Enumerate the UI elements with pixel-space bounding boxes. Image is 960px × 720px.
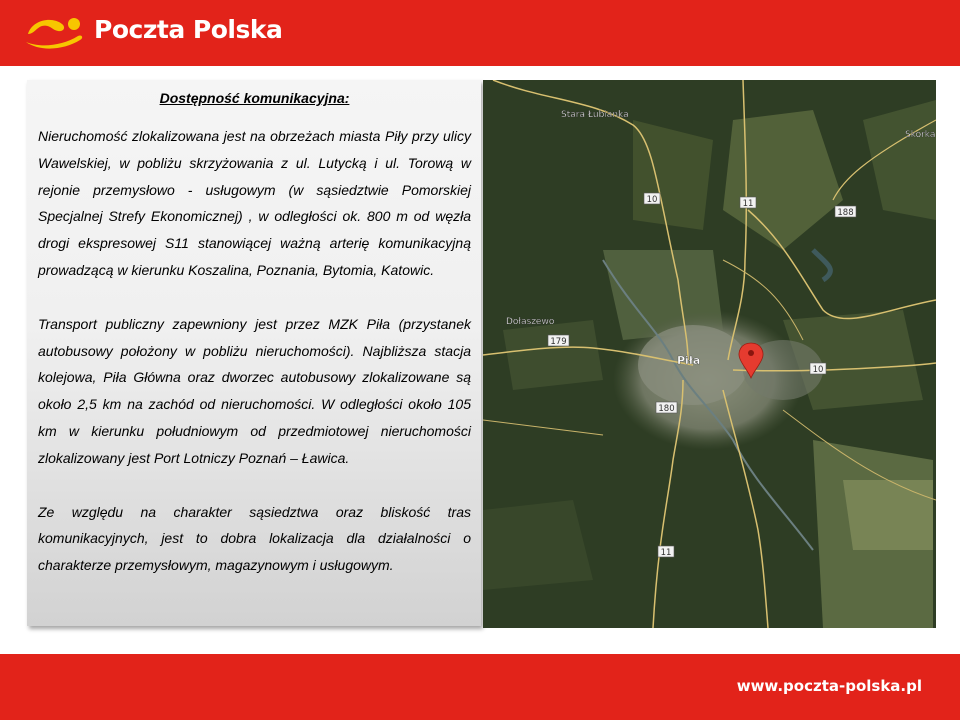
paragraph-transport: Transport publiczny zapewniony jest przez MZK Piła (przystanek autobusowy położony w pobliżu nieruchomości). Najbliższa stacja kolejowa, Piła Główna oraz dworzec autobusowy zlokalizowane są około 2,5 km na zachód od nieruchomości. W odległości około 105 km w kierunku południowym od przedmiotowej nieruchomości zlokalizowany jest Port Lotniczy Poznań – Ławica. [38,315,471,466]
svg-text:188: 188 [837,208,854,218]
place-label-skorka: Skorka [905,130,936,140]
satellite-map[interactable] [483,80,936,628]
road-shield-179 [548,335,569,347]
svg-text:11: 11 [742,199,754,209]
brand-name: Poczta Polska [94,15,283,44]
road-shield-188 [835,206,856,218]
svg-text:180: 180 [658,404,675,414]
road-shield-11-s [658,546,674,558]
svg-text:10: 10 [812,365,824,375]
posthorn-logo-icon [22,12,88,52]
road-shield-11-n [740,197,756,209]
svg-text:179: 179 [550,337,567,347]
map-canvas [483,80,936,628]
place-label-stara-lubianka: Stara Łubianka [561,110,629,120]
accessibility-text-box [27,80,481,626]
paragraph-location: Nieruchomość zlokalizowana jest na obrzeżach miasta Piły przy ulicy Wawelskiej, w pobliżu skrzyżowania z ul. Lutycką i ul. Torową w rejonie przemysłowo - usługowym (w sąsiedztwie Pomorskiej Specjalnej Strefy Ekonomicznej) , w odległości ok. 800 m od węzła drogi ekspresowej S11 stanowiącej ważną arterię komunikacyjną prowadzącą w kierunku Koszalina, Poznania, Bytomia, Katowic. [38,128,471,278]
place-label-dolaszewo: Dołaszewo [506,317,555,327]
footer-url[interactable]: www.poczta-polska.pl [736,677,922,695]
paragraph-summary: Ze względu na charakter sąsiedztwa oraz bliskość tras komunikacyjnych, jest to dobra lokalizacja dla działalności o charakterze przemysłowym, magazynowym i usługowym. [38,503,471,574]
road-shield-10-e [810,363,826,375]
road-shield-180 [656,402,677,414]
header-bar [0,0,960,66]
svg-text:11: 11 [660,548,672,558]
section-title: Dostępność komunikacyjna: [159,90,350,106]
place-label-pila: Piła [677,354,701,367]
svg-text:10: 10 [646,195,658,205]
road-shield-10-nw [644,193,660,205]
